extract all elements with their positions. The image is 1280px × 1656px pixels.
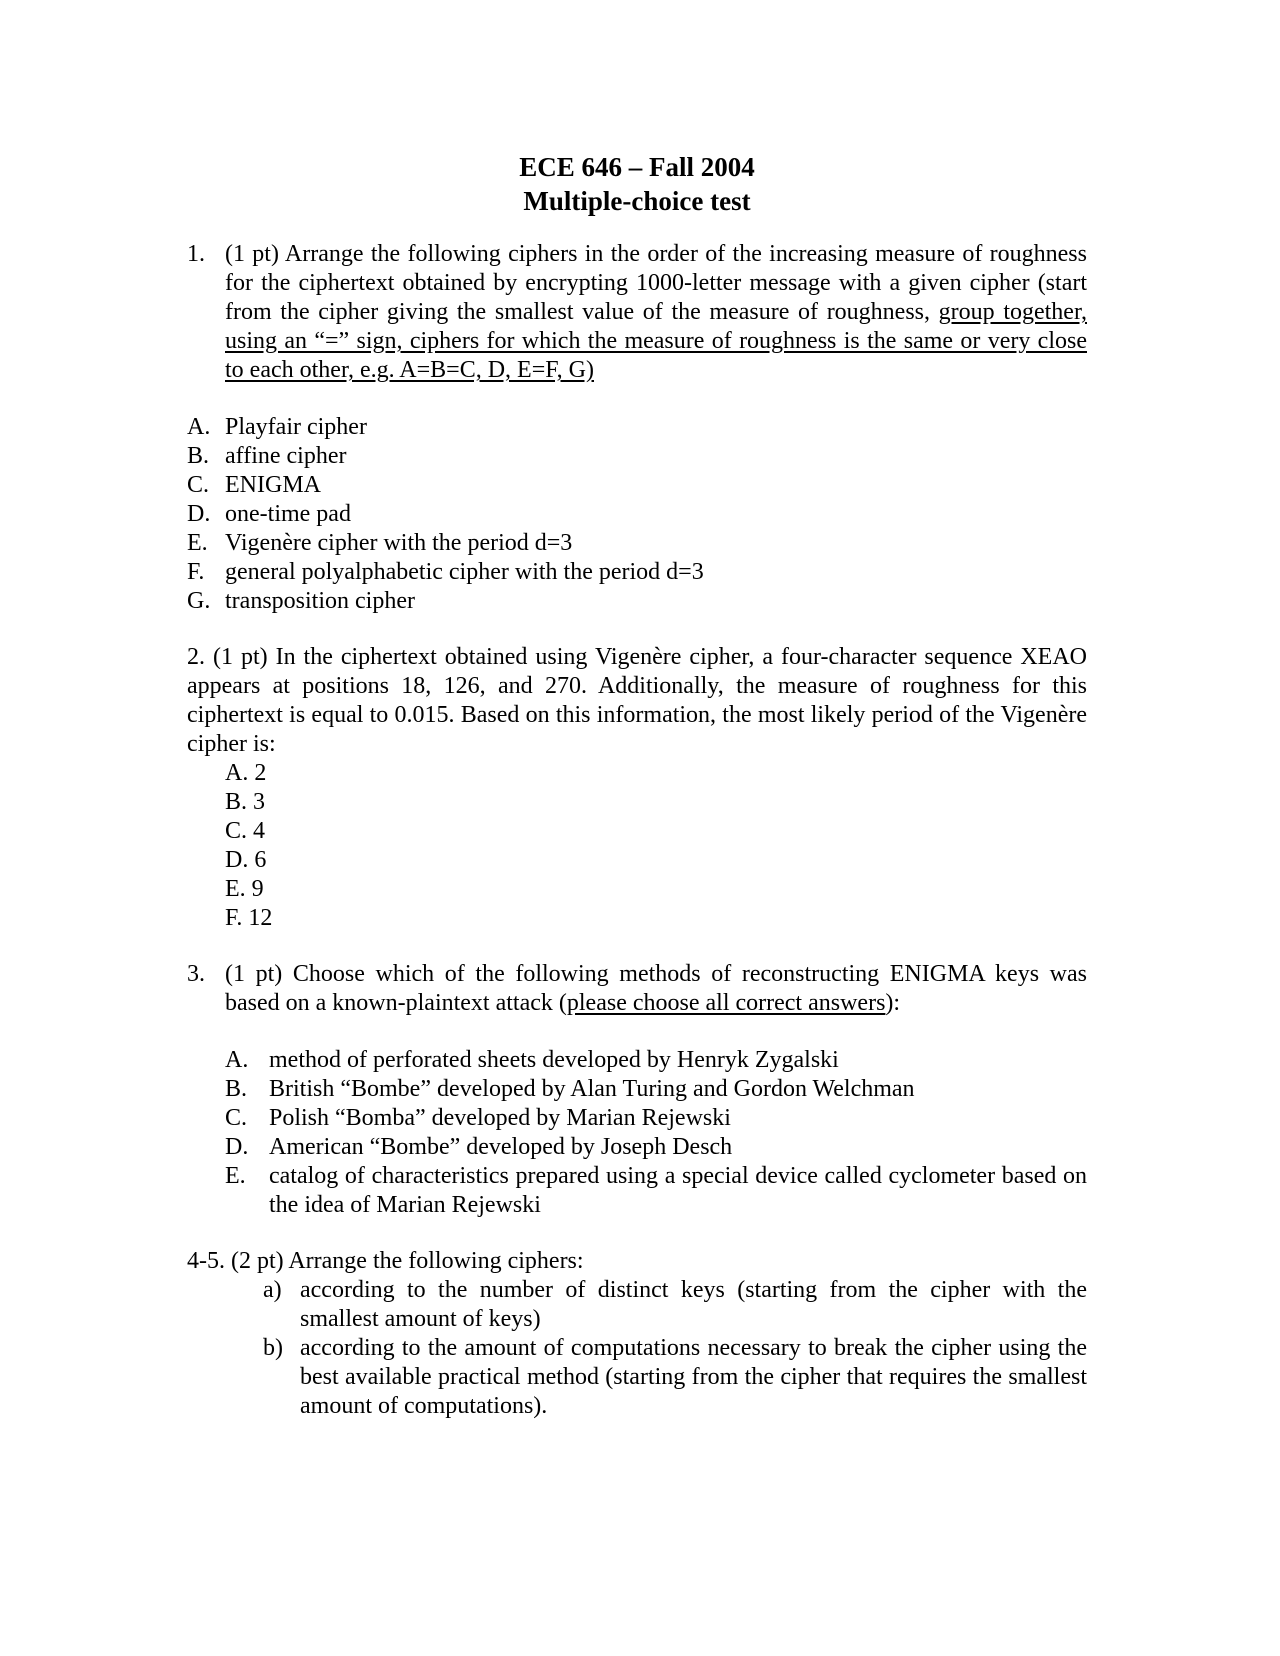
test-title: Multiple-choice test — [523, 186, 751, 216]
spacer — [187, 385, 1087, 413]
question-4-5-items — [263, 1276, 1087, 1421]
question-3 — [187, 960, 1087, 1018]
question-1-option: D. one-time pad — [187, 501, 351, 527]
exam-page — [187, 150, 1087, 1421]
question-2-option: A. 2 — [225, 760, 267, 786]
question-3-text-underlined: please choose all correct answers — [566, 990, 886, 1016]
question-3-option: B. British “Bombe” developed by Alan Turing and Gordon Welchman — [225, 1076, 915, 1102]
question-2-option: C. 4 — [225, 818, 266, 844]
question-2-text: 2. (1 pt) In the ciphertext obtained using Vigenère cipher, a four-character sequence XEAO appears at positions 18, 126, and 270. Additionally, the measure of roughness for this ciphertext is equal to 0.015. Based on this information, the most likely period of the Vigenère cipher is: — [187, 644, 1087, 757]
question-4-5-intro: 4-5. (2 pt) Arrange the following ciphers: — [187, 1248, 584, 1274]
question-1-option: G. transposition cipher — [187, 588, 415, 614]
question-2-option: D. 6 — [225, 847, 267, 873]
question-3-option: C. Polish “Bomba” developed by Marian Rejewski — [225, 1105, 731, 1131]
question-3-option: E. catalog of characteristics prepared using a special device called cyclometer based on the idea of Marian Rejewski — [225, 1163, 1087, 1218]
question-4-5-item: b) according to the amount of computations necessary to break the cipher using the best available practical method (starting from the cipher that requires the smallest amount of computations). — [263, 1335, 1087, 1419]
question-1-option: A. Playfair cipher — [187, 414, 367, 440]
question-2-option: F. 12 — [225, 905, 273, 931]
question-1-option: F. general polyalphabetic cipher with the period d=3 — [187, 559, 704, 585]
question-3-option: D. American “Bombe” developed by Joseph Desch — [225, 1134, 733, 1160]
question-1-option: B. affine cipher — [187, 443, 347, 469]
question-3-number: 3. — [187, 961, 205, 987]
question-1-number: 1. — [187, 241, 205, 267]
question-1-option: E. Vigenère cipher with the period d=3 — [187, 530, 573, 556]
question-2-option: E. 9 — [225, 876, 264, 902]
question-1-options — [187, 413, 1087, 616]
header — [187, 150, 1087, 218]
question-2-option: B. 3 — [225, 789, 266, 815]
spacer — [187, 1018, 1087, 1046]
question-1-text — [225, 240, 1087, 385]
question-3-options — [225, 1046, 1087, 1220]
spacer — [187, 1220, 1087, 1247]
question-3-text: (1 pt) Choose which of the following methods of reconstructing ENIGMA keys was based on a known-plaintext attack (please choose all correct answers): — [225, 961, 1087, 1016]
question-2-options — [225, 759, 1087, 933]
question-4-5-item: a) according to the number of distinct keys (starting from the cipher with the smallest amount of keys) — [263, 1277, 1087, 1332]
question-1-option: C. ENIGMA — [187, 472, 321, 498]
spacer — [187, 933, 1087, 960]
question-1 — [187, 240, 1087, 385]
question-3-option: A. method of perforated sheets developed by Henryk Zygalski — [225, 1047, 839, 1073]
question-1-text-underlined: group together, using an “=” sign, ciphers for which the measure of roughness is the same or very close to each other, e.g. A=B=C, D, E=F, G) — [225, 299, 1087, 383]
spacer — [187, 616, 1087, 643]
course-title: ECE 646 – Fall 2004 — [519, 152, 755, 182]
question-1-text-plain: (1 pt) Arrange the following ciphers in the order of the increasing measure of roughness for the ciphertext obtained by encrypting 1000-letter message with a given cipher (start from the cipher giving the smallest value of the measure of roughness, — [225, 241, 1087, 325]
